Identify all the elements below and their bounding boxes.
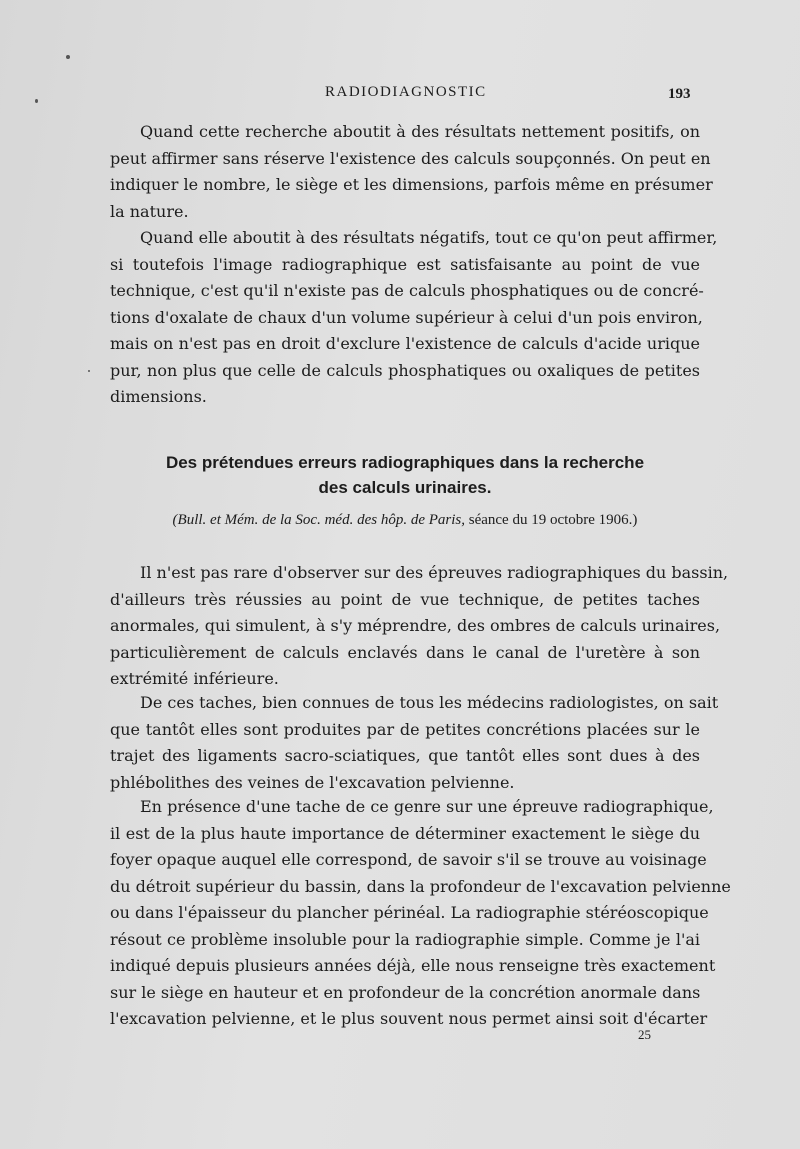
text-line: que tantôt elles sont produites par de petites concrétions placées sur le [110, 719, 700, 739]
text-line: Quand cette recherche aboutit à des résultats nettement positifs, on [140, 122, 700, 141]
text-line: indiqué depuis plusieurs années déjà, elle nous renseigne très exactement [110, 956, 716, 975]
text-line: technique, c'est qu'il n'existe pas de calculs phosphatiques ou de concré- [110, 281, 704, 300]
text-line: dimensions. [110, 387, 207, 406]
text-line: Quand elle aboutit à des résultats négatifs, tout ce qu'on peut affirmer, [140, 228, 718, 247]
text-line: mais on n'est pas en droit d'exclure l'existence de calculs d'acide urique [110, 334, 700, 353]
text-line: extrémité inférieure. [110, 669, 279, 688]
ink-speck [66, 55, 70, 59]
text-line: En présence d'une tache de ce genre sur une épreuve radiographique, [140, 797, 714, 816]
text-line: ou dans l'épaisseur du plancher périnéal. La radiographie stéréoscopique [110, 903, 709, 922]
text-line: la nature. [110, 201, 189, 221]
text-line: si toutefois l'image radiographique est satisfaisante au point de vue [110, 254, 700, 274]
text-line: du détroit supérieur du bassin, dans la profondeur de l'excavation pelvienne [110, 876, 731, 896]
text-line: indiquer le nombre, le siège et les dimensions, parfois même en présumer [110, 175, 713, 194]
text-line: l'excavation pelvienne, et le plus souvent nous permet ainsi soit d'écarter [110, 1009, 708, 1028]
text-line: il est de la plus haute importance de déterminer exactement le siège du [110, 823, 700, 843]
text-line: résout ce problème insoluble pour la radiographie simple. Comme je l'ai [110, 929, 700, 949]
citation-source: (Bull. et Mém. de la Soc. méd. des hôp. de Paris, [172, 512, 465, 528]
text-line: phlébolithes des veines de l'excavation pelvienne. [110, 772, 515, 792]
paragraph [110, 225, 718, 411]
section-title [110, 450, 700, 500]
text-line: pur, non plus que celle de calculs phosphatiques ou oxaliques de petites [110, 360, 700, 380]
text-line: particulièrement de calculs enclavés dans le canal de l'uretère à son [110, 642, 700, 662]
text-line: anormales, qui simulent, à s'y méprendre, des ombres de calculs urinaires, [110, 616, 721, 635]
paragraph [110, 119, 713, 225]
paragraph [110, 560, 729, 693]
citation [110, 512, 700, 529]
text-line: foyer opaque auquel elle correspond, de savoir s'il se trouve au voisinage [110, 850, 707, 869]
signature-mark: 25 [638, 1027, 651, 1042]
paragraph [110, 794, 731, 1033]
text-line: tions d'oxalate de chaux d'un volume supérieur à celui d'un pois environ, [110, 307, 703, 327]
page-number: 193 [668, 86, 691, 102]
text-line: De ces taches, bien connues de tous les médecins radiologistes, on sait [140, 693, 719, 712]
text-line: Il n'est pas rare d'observer sur des épreuves radiographiques du bassin, [140, 563, 729, 582]
ink-speck [88, 370, 90, 372]
text-line: trajet des ligaments sacro-sciatiques, que tantôt elles sont dues à des [110, 746, 700, 765]
section-title-line: Des prétendues erreurs radiographiques dans la recherche [165, 453, 645, 472]
paragraph [110, 690, 719, 796]
ink-speck [35, 99, 38, 103]
citation-date: séance du 19 octobre 1906.) [464, 512, 638, 528]
text-line: peut affirmer sans réserve l'existence des calculs soupçonnés. On peut en [110, 148, 711, 168]
text-line: d'ailleurs très réussies au point de vue technique, de petites taches [110, 589, 700, 609]
running-head: RADIODIAGNOSTIC [325, 84, 487, 100]
section-title-line: des calculs urinaires. [318, 478, 492, 497]
text-line: sur le siège en hauteur et en profondeur de la concrétion anormale dans [110, 982, 701, 1002]
